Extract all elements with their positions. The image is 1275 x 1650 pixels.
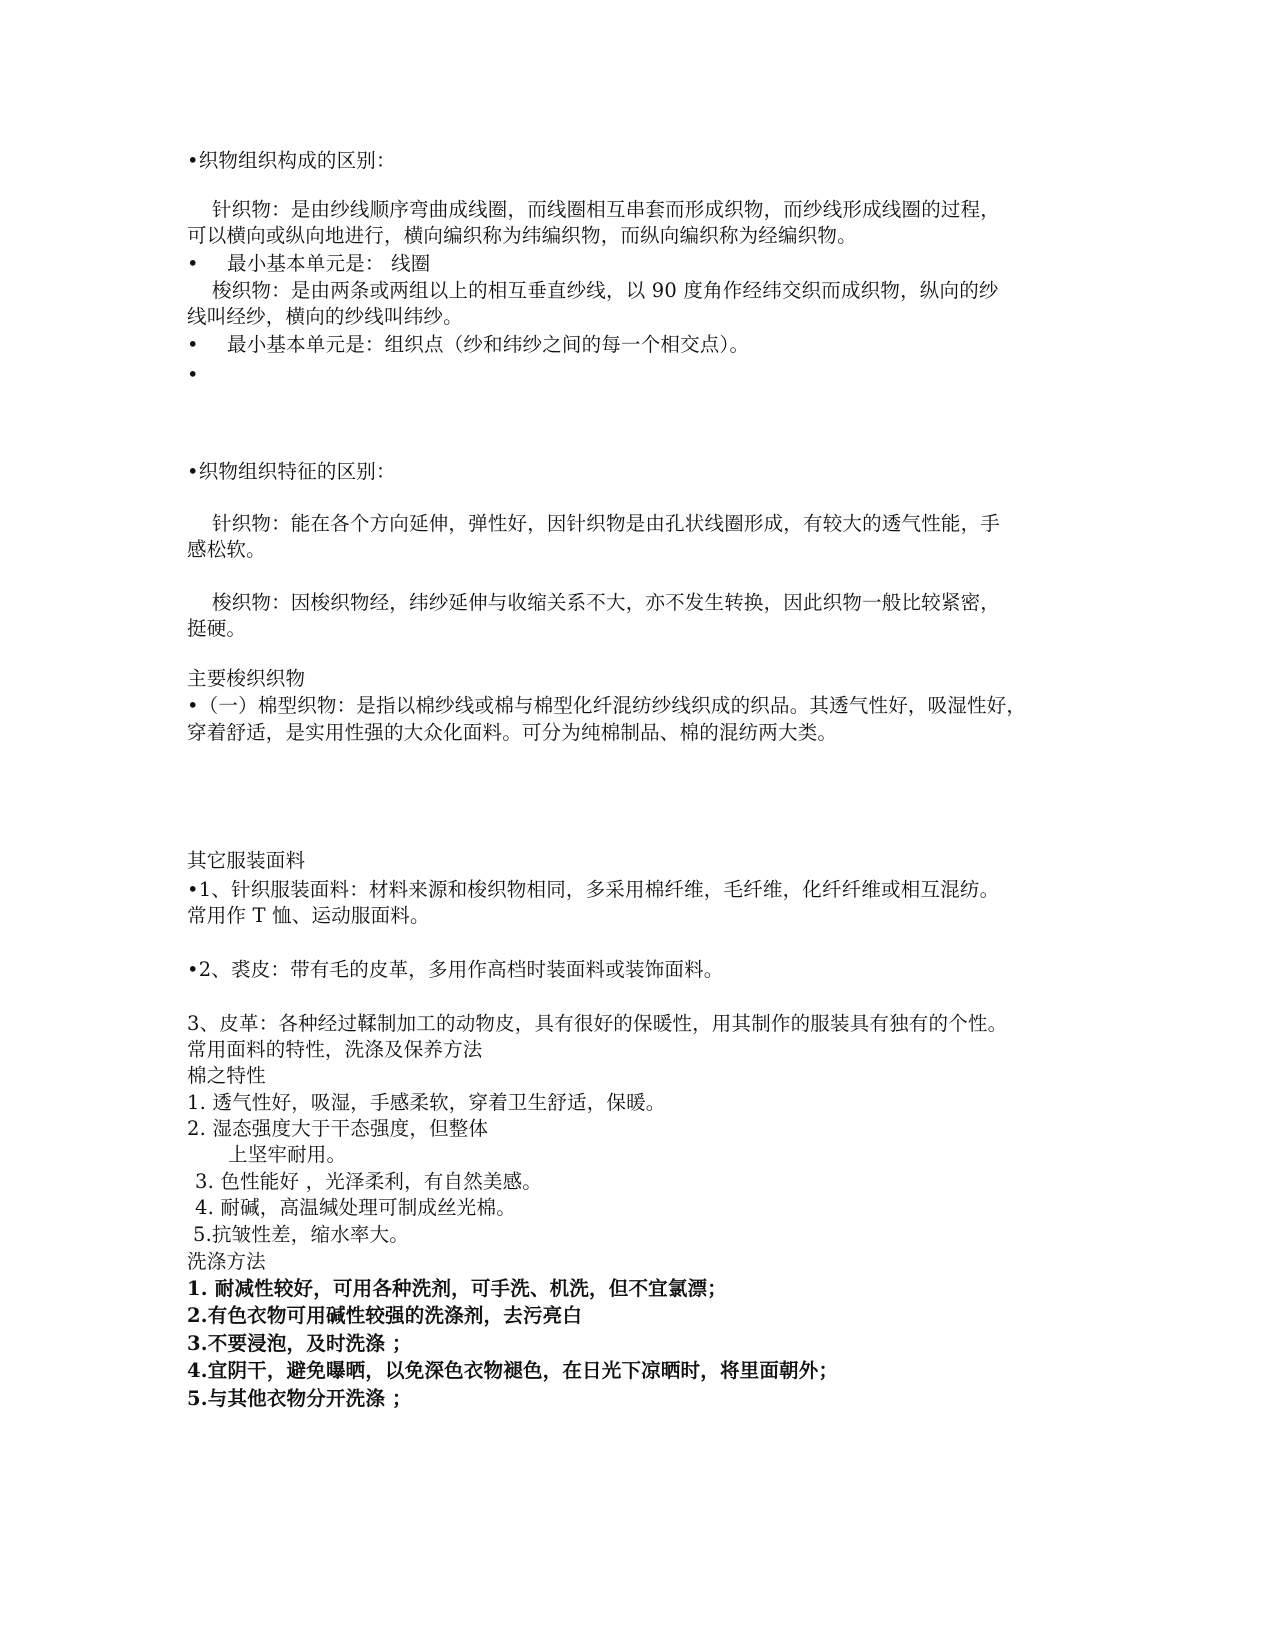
cotton-property-2-line-2: 上坚牢耐用。 [228, 1143, 347, 1166]
knit-feature-line-1: 针织物：能在各个方向延伸，弹性好，因针织物是由孔状线圈形成，有较大的透气性能，手 [212, 512, 1001, 535]
bullet-dot: • [187, 333, 199, 356]
section-heading-other-fabrics: 其它服装面料 [187, 849, 306, 872]
knit-definition-line-1: 针织物：是由纱线顺序弯曲成线圈，而线圈相互串套而形成织物，而纱线形成线圈的过程， [212, 198, 1001, 221]
section-heading-weave-features: •织物组织特征的区别： [187, 460, 396, 483]
cotton-property-4: 4. 耐碱，高温缄处理可制成丝光棉。 [195, 1196, 516, 1219]
washing-step-1: 1. 耐减性较好，可用各种洗剂，可手洗、机洗，但不宜氯漂； [187, 1277, 727, 1300]
cotton-properties-heading: 棉之特性 [187, 1064, 266, 1087]
knitwear-fabric-line-1: •1、针织服装面料：材料来源和梭织物相同，多采用棉纤维，毛纤维，化纤纤维或相互混纺。 [187, 878, 1000, 901]
cotton-property-3: 3. 色性能好 ，光泽柔利，有自然美感。 [195, 1170, 543, 1193]
cotton-property-5: 5.抗皱性差，缩水率大。 [193, 1223, 410, 1246]
woven-definition-line-1: 梭织物：是由两条或两组以上的相互垂直纱线，以 90 度角作经纬交织而成织物，纵向的纱 [212, 279, 999, 302]
leather-fabric: 3、皮革：各种经过鞣制加工的动物皮，具有很好的保暖性，用其制作的服装具有独有的个性。 [187, 1012, 1008, 1035]
bullet-dot-empty: • [187, 363, 199, 386]
cotton-fabric-line-2: 穿着舒适，是实用性强的大众化面料。可分为纯棉制品、棉的混纺两大类。 [187, 721, 838, 744]
bullet-dot: • [187, 252, 199, 275]
woven-min-unit: 最小基本单元是：组织点（纱和纬纱之间的每一个相交点）。 [227, 333, 750, 356]
washing-step-3: 3.不要浸泡，及时洗涤 ； [187, 1332, 412, 1355]
knitwear-fabric-line-2: 常用作 T 恤、运动服面料。 [187, 904, 430, 927]
knit-definition-line-2: 可以横向或纵向地进行，横向编织称为纬编织物，而纵向编织称为经编织物。 [187, 224, 857, 247]
section-heading-main-woven: 主要梭织织物 [187, 667, 306, 690]
fur-fabric: •2、裘皮：带有毛的皮革，多用作高档时装面料或装饰面料。 [187, 958, 724, 981]
fabric-care-subheading: 常用面料的特性，洗涤及保养方法 [187, 1038, 483, 1061]
cotton-fabric-line-1: •（一）棉型织物：是指以棉纱线或棉与棉型化纤混纺纱线织成的织品。其透气性好，吸湿性好， [187, 694, 1027, 717]
knit-feature-line-2: 感松软。 [187, 538, 266, 561]
washing-step-2: 2.有色衣物可用碱性较强的洗涤剂，去污亮白 [187, 1304, 583, 1327]
woven-feature-line-1: 梭织物：因梭织物经，纬纱延伸与收缩关系不大，亦不发生转换，因此织物一般比较紧密， [212, 591, 1001, 614]
woven-feature-line-2: 挺硬。 [187, 617, 247, 640]
washing-step-5: 5.与其他衣物分开洗涤 ； [187, 1387, 412, 1410]
washing-method-heading: 洗涤方法 [187, 1250, 266, 1273]
cotton-property-2-line-1: 2. 湿态强度大于干态强度，但整体 [187, 1117, 489, 1140]
woven-definition-line-2: 线叫经纱，横向的纱线叫纬纱。 [187, 305, 463, 328]
washing-step-4: 4.宜阴干，避免曝晒，以免深色衣物褪色，在日光下凉晒时，将里面朝外； [187, 1359, 839, 1382]
cotton-property-1: 1. 透气性好，吸湿，手感柔软，穿着卫生舒适，保暖。 [187, 1091, 666, 1114]
section-heading-weave-structure: •织物组织构成的区别： [187, 149, 396, 172]
knit-min-unit: 最小基本单元是： 线圈 [227, 252, 431, 275]
